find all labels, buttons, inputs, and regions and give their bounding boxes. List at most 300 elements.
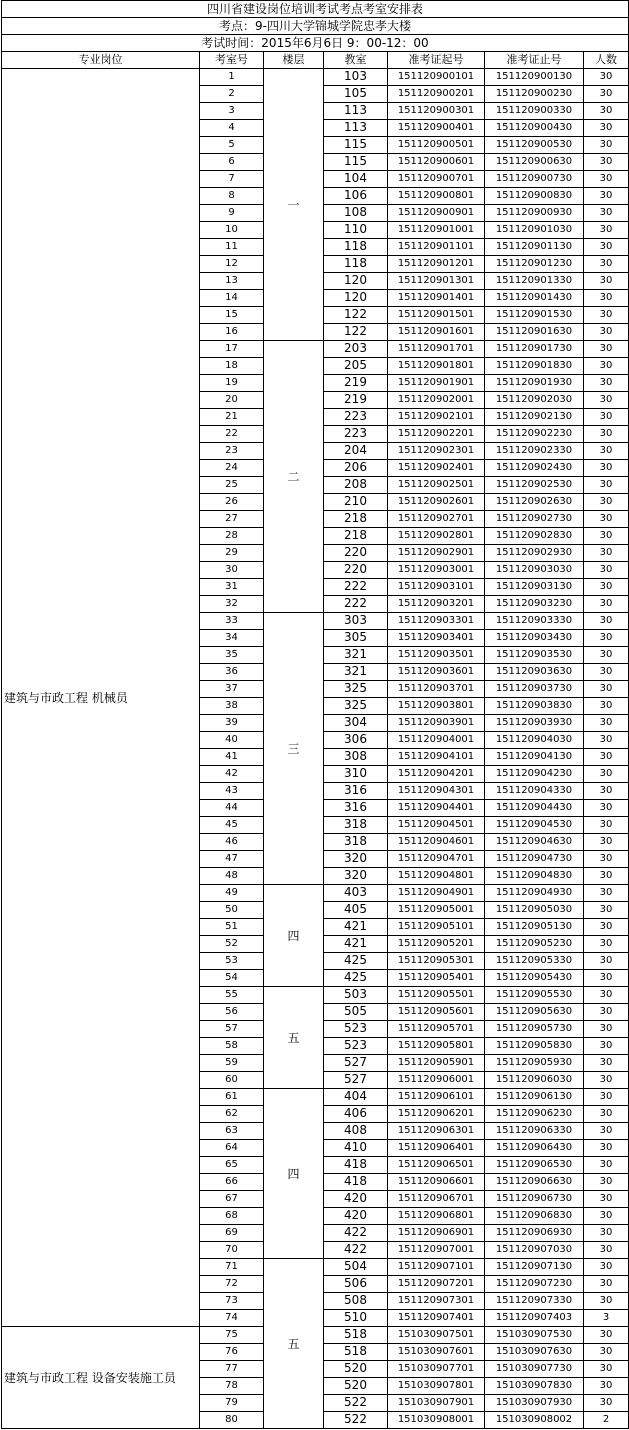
count: 30 [584,1395,629,1412]
exam-room-no: 27 [200,511,264,528]
count: 30 [584,256,629,273]
start-id: 151120906001 [388,1072,485,1089]
start-id: 151120903401 [388,630,485,647]
count: 30 [584,596,629,613]
count: 30 [584,1276,629,1293]
start-id: 151120907001 [388,1242,485,1259]
count: 30 [584,817,629,834]
count: 30 [584,222,629,239]
classroom: 104 [324,171,388,188]
start-id: 151120904701 [388,851,485,868]
classroom: 418 [324,1157,388,1174]
start-id: 151120900901 [388,205,485,222]
end-id: 151120903630 [485,664,584,681]
classroom: 405 [324,902,388,919]
exam-room-no: 15 [200,307,264,324]
end-id: 151120902330 [485,443,584,460]
exam-room-no: 70 [200,1242,264,1259]
exam-room-no: 3 [200,103,264,120]
classroom: 318 [324,817,388,834]
start-id: 151120901701 [388,341,485,358]
end-id: 151120901630 [485,324,584,341]
start-id: 151120906301 [388,1123,485,1140]
classroom: 420 [324,1208,388,1225]
exam-room-no: 77 [200,1361,264,1378]
end-id: 151120902130 [485,409,584,426]
count: 30 [584,511,629,528]
exam-room-no: 39 [200,715,264,732]
count: 30 [584,715,629,732]
exam-room-no: 78 [200,1378,264,1395]
start-id: 151120902801 [388,528,485,545]
table-row [2,69,629,86]
start-id: 151120905801 [388,1038,485,1055]
count: 30 [584,783,629,800]
start-id: 151120906801 [388,1208,485,1225]
classroom: 408 [324,1123,388,1140]
exam-room-no: 68 [200,1208,264,1225]
exam-room-no: 66 [200,1174,264,1191]
classroom: 505 [324,1004,388,1021]
end-id: 151120902630 [485,494,584,511]
exam-room-no: 67 [200,1191,264,1208]
end-id: 151120901230 [485,256,584,273]
exam-room-no: 61 [200,1089,264,1106]
start-id: 151120902001 [388,392,485,409]
start-id: 151120902601 [388,494,485,511]
count: 30 [584,613,629,630]
exam-room-no: 12 [200,256,264,273]
end-id: 151120902030 [485,392,584,409]
start-id: 151120901601 [388,324,485,341]
end-id: 151120901730 [485,341,584,358]
count: 30 [584,494,629,511]
floor-cell: 二 [264,341,324,613]
count: 30 [584,868,629,885]
count: 30 [584,137,629,154]
table-title: 四川省建设岗位培训考试考点考室安排表 [2,1,629,18]
classroom: 219 [324,375,388,392]
end-id: 151120904630 [485,834,584,851]
end-id: 151030907930 [485,1395,584,1412]
header-start-id: 准考证起号 [388,52,485,69]
start-id: 151120901301 [388,273,485,290]
end-id: 151120904530 [485,817,584,834]
classroom: 404 [324,1089,388,1106]
floor-cell: 三 [264,613,324,885]
exam-room-no: 32 [200,596,264,613]
start-id: 151120907201 [388,1276,485,1293]
end-id: 151120905630 [485,1004,584,1021]
end-id: 151120906430 [485,1140,584,1157]
classroom: 222 [324,596,388,613]
exam-room-no: 58 [200,1038,264,1055]
end-id: 151120907130 [485,1259,584,1276]
end-id: 151120904830 [485,868,584,885]
count: 30 [584,1072,629,1089]
classroom: 510 [324,1310,388,1327]
exam-room-no: 57 [200,1021,264,1038]
classroom: 223 [324,409,388,426]
exam-room-no: 26 [200,494,264,511]
end-id: 151120900330 [485,103,584,120]
count: 30 [584,545,629,562]
start-id: 151120901901 [388,375,485,392]
classroom: 520 [324,1378,388,1395]
exam-room-no: 50 [200,902,264,919]
end-id: 151120905730 [485,1021,584,1038]
start-id: 151120904601 [388,834,485,851]
start-id: 151120900401 [388,120,485,137]
start-id: 151030908001 [388,1412,485,1429]
classroom: 321 [324,664,388,681]
classroom: 316 [324,783,388,800]
start-id: 151120901001 [388,222,485,239]
classroom: 113 [324,120,388,137]
exam-room-no: 52 [200,936,264,953]
exam-room-no: 79 [200,1395,264,1412]
exam-room-table [1,0,629,1429]
start-id: 151120900201 [388,86,485,103]
exam-room-no: 74 [200,1310,264,1327]
exam-room-no: 25 [200,477,264,494]
count: 30 [584,409,629,426]
classroom: 106 [324,188,388,205]
classroom: 406 [324,1106,388,1123]
exam-room-no: 4 [200,120,264,137]
exam-room-no: 10 [200,222,264,239]
header-count: 人数 [584,52,629,69]
header-end-id: 准考证止号 [485,52,584,69]
count: 30 [584,239,629,256]
floor-cell: 一 [264,69,324,341]
count: 30 [584,1055,629,1072]
start-id: 151120903501 [388,647,485,664]
exam-room-no: 1 [200,69,264,86]
classroom: 504 [324,1259,388,1276]
count: 30 [584,426,629,443]
count: 30 [584,1157,629,1174]
exam-room-no: 24 [200,460,264,477]
exam-room-no: 35 [200,647,264,664]
exam-room-no: 18 [200,358,264,375]
end-id: 151120905530 [485,987,584,1004]
start-id: 151120905601 [388,1004,485,1021]
count: 30 [584,273,629,290]
classroom: 523 [324,1038,388,1055]
end-id: 151120900130 [485,69,584,86]
end-id: 151120901930 [485,375,584,392]
exam-room-no: 75 [200,1327,264,1344]
exam-room-no: 31 [200,579,264,596]
start-id: 151120907401 [388,1310,485,1327]
classroom: 527 [324,1055,388,1072]
end-id: 151120900630 [485,154,584,171]
end-id: 151120907403 [485,1310,584,1327]
exam-room-no: 47 [200,851,264,868]
classroom: 410 [324,1140,388,1157]
end-id: 151120904330 [485,783,584,800]
start-id: 151030907501 [388,1327,485,1344]
classroom: 304 [324,715,388,732]
count: 30 [584,69,629,86]
exam-room-no: 9 [200,205,264,222]
classroom: 320 [324,868,388,885]
start-id: 151120901101 [388,239,485,256]
count: 30 [584,324,629,341]
exam-room-no: 41 [200,749,264,766]
end-id: 151120905130 [485,919,584,936]
count: 30 [584,919,629,936]
end-id: 151030907530 [485,1327,584,1344]
count: 30 [584,290,629,307]
exam-room-no: 63 [200,1123,264,1140]
exam-room-no: 21 [200,409,264,426]
exam-room-no: 73 [200,1293,264,1310]
classroom: 303 [324,613,388,630]
count: 30 [584,1191,629,1208]
exam-room-no: 37 [200,681,264,698]
count: 30 [584,341,629,358]
exam-room-no: 6 [200,154,264,171]
end-id: 151030907630 [485,1344,584,1361]
exam-room-no: 69 [200,1225,264,1242]
count: 30 [584,987,629,1004]
exam-room-no: 56 [200,1004,264,1021]
classroom: 205 [324,358,388,375]
exam-room-no: 42 [200,766,264,783]
header-classroom: 教室 [324,52,388,69]
classroom: 318 [324,834,388,851]
start-id: 151120905401 [388,970,485,987]
start-id: 151120903101 [388,579,485,596]
count: 30 [584,902,629,919]
classroom: 113 [324,103,388,120]
exam-room-no: 76 [200,1344,264,1361]
start-id: 151120902201 [388,426,485,443]
end-id: 151120906030 [485,1072,584,1089]
end-id: 151120907330 [485,1293,584,1310]
exam-room-no: 54 [200,970,264,987]
count: 30 [584,851,629,868]
exam-room-no: 72 [200,1276,264,1293]
end-id: 151120903730 [485,681,584,698]
count: 30 [584,205,629,222]
start-id: 151120904901 [388,885,485,902]
end-id: 151120904930 [485,885,584,902]
exam-room-no: 34 [200,630,264,647]
end-id: 151120905330 [485,953,584,970]
end-id: 151120903330 [485,613,584,630]
exam-room-no: 45 [200,817,264,834]
start-id: 151120902301 [388,443,485,460]
classroom: 325 [324,681,388,698]
start-id: 151120905301 [388,953,485,970]
classroom: 115 [324,137,388,154]
classroom: 425 [324,970,388,987]
classroom: 122 [324,307,388,324]
end-id: 151120900530 [485,137,584,154]
classroom: 223 [324,426,388,443]
count: 30 [584,732,629,749]
start-id: 151120906501 [388,1157,485,1174]
major-cell: 建筑与市政工程 机械员 [2,69,200,1327]
classroom: 208 [324,477,388,494]
start-id: 151120905501 [388,987,485,1004]
end-id: 151120906930 [485,1225,584,1242]
classroom: 403 [324,885,388,902]
count: 30 [584,1106,629,1123]
floor-cell: 四 [264,885,324,987]
end-id: 151120905230 [485,936,584,953]
classroom: 219 [324,392,388,409]
end-id: 151120905830 [485,1038,584,1055]
start-id: 151120906101 [388,1089,485,1106]
start-id: 151120907101 [388,1259,485,1276]
classroom: 118 [324,256,388,273]
start-id: 151120903301 [388,613,485,630]
count: 30 [584,664,629,681]
end-id: 151120900830 [485,188,584,205]
classroom: 120 [324,290,388,307]
exam-room-no: 51 [200,919,264,936]
exam-room-no: 53 [200,953,264,970]
header-major: 专业岗位 [2,52,200,69]
exam-room-no: 46 [200,834,264,851]
end-id: 151120907230 [485,1276,584,1293]
start-id: 151120907301 [388,1293,485,1310]
count: 30 [584,86,629,103]
end-id: 151120906330 [485,1123,584,1140]
exam-room-no: 8 [200,188,264,205]
classroom: 310 [324,766,388,783]
end-id: 151030907830 [485,1378,584,1395]
exam-room-no: 14 [200,290,264,307]
end-id: 151120906230 [485,1106,584,1123]
classroom: 503 [324,987,388,1004]
end-id: 151120906830 [485,1208,584,1225]
start-id: 151120900601 [388,154,485,171]
count: 30 [584,443,629,460]
classroom: 418 [324,1174,388,1191]
floor-cell: 五 [264,1259,324,1429]
classroom: 321 [324,647,388,664]
exam-room-no: 60 [200,1072,264,1089]
header-floor: 楼层 [264,52,324,69]
count: 30 [584,1327,629,1344]
exam-room-no: 20 [200,392,264,409]
exam-room-no: 71 [200,1259,264,1276]
end-id: 151120905430 [485,970,584,987]
classroom: 122 [324,324,388,341]
exam-room-no: 65 [200,1157,264,1174]
count: 30 [584,800,629,817]
count: 30 [584,1242,629,1259]
exam-room-no: 2 [200,86,264,103]
count: 30 [584,1174,629,1191]
start-id: 151120904201 [388,766,485,783]
end-id: 151120901430 [485,290,584,307]
count: 30 [584,1140,629,1157]
header-row [2,52,629,69]
exam-room-no: 36 [200,664,264,681]
end-id: 151120903930 [485,715,584,732]
count: 30 [584,477,629,494]
classroom: 118 [324,239,388,256]
end-id: 151120900230 [485,86,584,103]
end-id: 151030907730 [485,1361,584,1378]
exam-room-no: 40 [200,732,264,749]
end-id: 151120902730 [485,511,584,528]
start-id: 151120906901 [388,1225,485,1242]
end-id: 151120906130 [485,1089,584,1106]
end-id: 151120900730 [485,171,584,188]
start-id: 151030907601 [388,1344,485,1361]
start-id: 151120901201 [388,256,485,273]
classroom: 421 [324,919,388,936]
end-id: 151120907030 [485,1242,584,1259]
end-id: 151120906730 [485,1191,584,1208]
classroom: 506 [324,1276,388,1293]
count: 30 [584,1259,629,1276]
start-id: 151120901401 [388,290,485,307]
exam-room-no: 7 [200,171,264,188]
exam-room-no: 19 [200,375,264,392]
count: 30 [584,681,629,698]
exam-room-no: 62 [200,1106,264,1123]
classroom: 206 [324,460,388,477]
classroom: 425 [324,953,388,970]
start-id: 151120902901 [388,545,485,562]
classroom: 108 [324,205,388,222]
end-id: 151120903230 [485,596,584,613]
start-id: 151120904401 [388,800,485,817]
classroom: 518 [324,1344,388,1361]
start-id: 151120904301 [388,783,485,800]
end-id: 151120901830 [485,358,584,375]
classroom: 220 [324,545,388,562]
end-id: 151120904730 [485,851,584,868]
start-id: 151120904801 [388,868,485,885]
count: 30 [584,1361,629,1378]
header-exam-room-no: 考室号 [200,52,264,69]
count: 30 [584,103,629,120]
exam-room-no: 49 [200,885,264,902]
start-id: 151120905901 [388,1055,485,1072]
start-id: 151120906401 [388,1140,485,1157]
start-id: 151030907701 [388,1361,485,1378]
start-id: 151120906201 [388,1106,485,1123]
exam-room-no: 38 [200,698,264,715]
classroom: 120 [324,273,388,290]
classroom: 203 [324,341,388,358]
end-id: 151120906630 [485,1174,584,1191]
start-id: 151120904501 [388,817,485,834]
exam-room-no: 11 [200,239,264,256]
classroom: 218 [324,528,388,545]
start-id: 151030907901 [388,1395,485,1412]
end-id: 151030908002 [485,1412,584,1429]
count: 30 [584,1021,629,1038]
end-id: 151120905030 [485,902,584,919]
exam-room-no: 33 [200,613,264,630]
classroom: 316 [324,800,388,817]
count: 30 [584,562,629,579]
classroom: 420 [324,1191,388,1208]
classroom: 422 [324,1242,388,1259]
count: 30 [584,392,629,409]
end-id: 151120902830 [485,528,584,545]
